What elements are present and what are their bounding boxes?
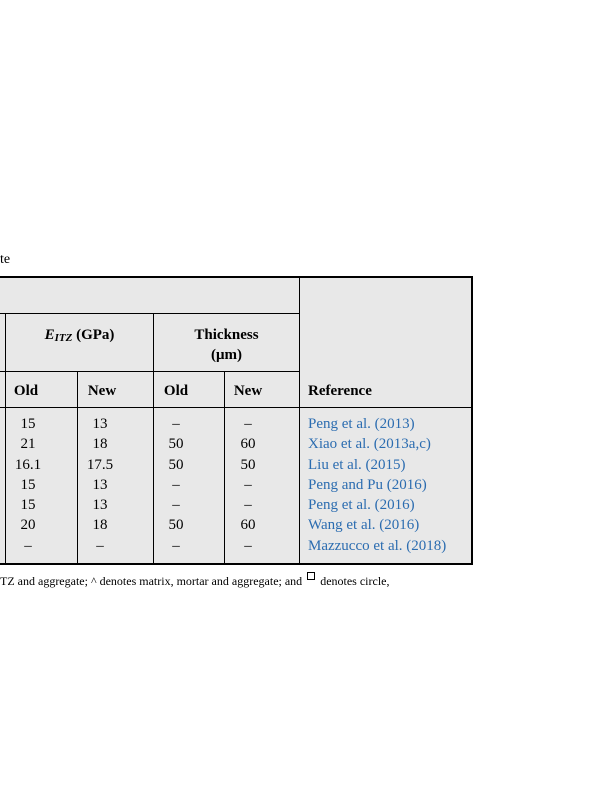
- e-itz-symbol: E: [44, 327, 55, 343]
- cell-t-old: 50: [168, 517, 184, 533]
- cell-t-new: 50: [240, 457, 256, 473]
- col-header-e-new: New: [87, 383, 117, 399]
- reference-col-divider: [299, 276, 300, 565]
- cell-e-new: 13: [92, 477, 108, 493]
- cell-e-new: 18: [92, 517, 108, 533]
- data-table: [0, 276, 473, 565]
- e-itz-subscript: ITZ: [54, 332, 73, 344]
- cell-t-old: –: [172, 416, 180, 432]
- col-header-t-new: New: [233, 383, 263, 399]
- cell-e-new: 18: [92, 436, 108, 452]
- cell-e-old: 15: [20, 477, 36, 493]
- e-itz-unit: (GPa): [72, 327, 115, 343]
- thickness-label: Thickness: [194, 327, 259, 343]
- cell-t-old: 50: [168, 436, 184, 452]
- cell-e-new: 17.5: [86, 457, 114, 473]
- reference-link[interactable]: Xiao et al. (2013a,c): [308, 436, 431, 452]
- cell-e-old: 16.1: [14, 457, 42, 473]
- cell-t-new: 60: [240, 436, 256, 452]
- reference-link[interactable]: Peng et al. (2016): [308, 497, 415, 513]
- cell-e-old: –: [24, 538, 32, 554]
- cell-t-old: –: [172, 497, 180, 513]
- cell-t-new: 60: [240, 517, 256, 533]
- cell-t-old: –: [172, 538, 180, 554]
- cell-e-old: 21: [20, 436, 36, 452]
- reference-link[interactable]: Liu et al. (2015): [308, 457, 406, 473]
- cell-t-new: –: [244, 416, 252, 432]
- t-old-new-divider: [224, 371, 225, 565]
- cell-t-new: –: [244, 497, 252, 513]
- reference-link[interactable]: Wang et al. (2016): [308, 517, 420, 533]
- reference-link[interactable]: Peng and Pu (2016): [308, 477, 427, 493]
- col-header-t-old: Old: [163, 383, 189, 399]
- cell-e-old: 20: [20, 517, 36, 533]
- e-itz-group-header: [6, 326, 153, 347]
- cell-e-new: –: [96, 538, 104, 554]
- cell-e-old: 15: [20, 416, 36, 432]
- cell-e-new: 13: [92, 497, 108, 513]
- reference-link[interactable]: Mazzucco et al. (2018): [308, 538, 447, 554]
- table-right-border: [471, 276, 473, 565]
- square-symbol-icon: [307, 572, 315, 580]
- cell-e-old: 15: [20, 497, 36, 513]
- table-caption-fragment: te: [0, 252, 11, 267]
- body-top-divider: [0, 407, 473, 408]
- footnote-text-part1: TZ and aggregate; ^ denotes matrix, mortar and aggregate; and: [0, 574, 303, 588]
- thickness-group-header: [154, 326, 299, 364]
- cell-t-old: –: [172, 477, 180, 493]
- table-top-border: [0, 276, 473, 278]
- col-header-reference: Reference: [308, 383, 372, 399]
- table-footnote: [0, 572, 390, 588]
- reference-link[interactable]: Peng et al. (2013): [308, 416, 415, 432]
- col-header-e-old: Old: [13, 383, 39, 399]
- table-bottom-border: [0, 563, 473, 565]
- subheader-divider: [0, 371, 300, 372]
- cell-t-new: –: [244, 538, 252, 554]
- footnote-text-part2: denotes circle,: [320, 574, 390, 588]
- cell-e-new: 13: [92, 416, 108, 432]
- group-header-divider: [0, 313, 300, 314]
- thickness-unit: (μm): [211, 347, 242, 363]
- cell-t-new: –: [244, 477, 252, 493]
- cell-t-old: 50: [168, 457, 184, 473]
